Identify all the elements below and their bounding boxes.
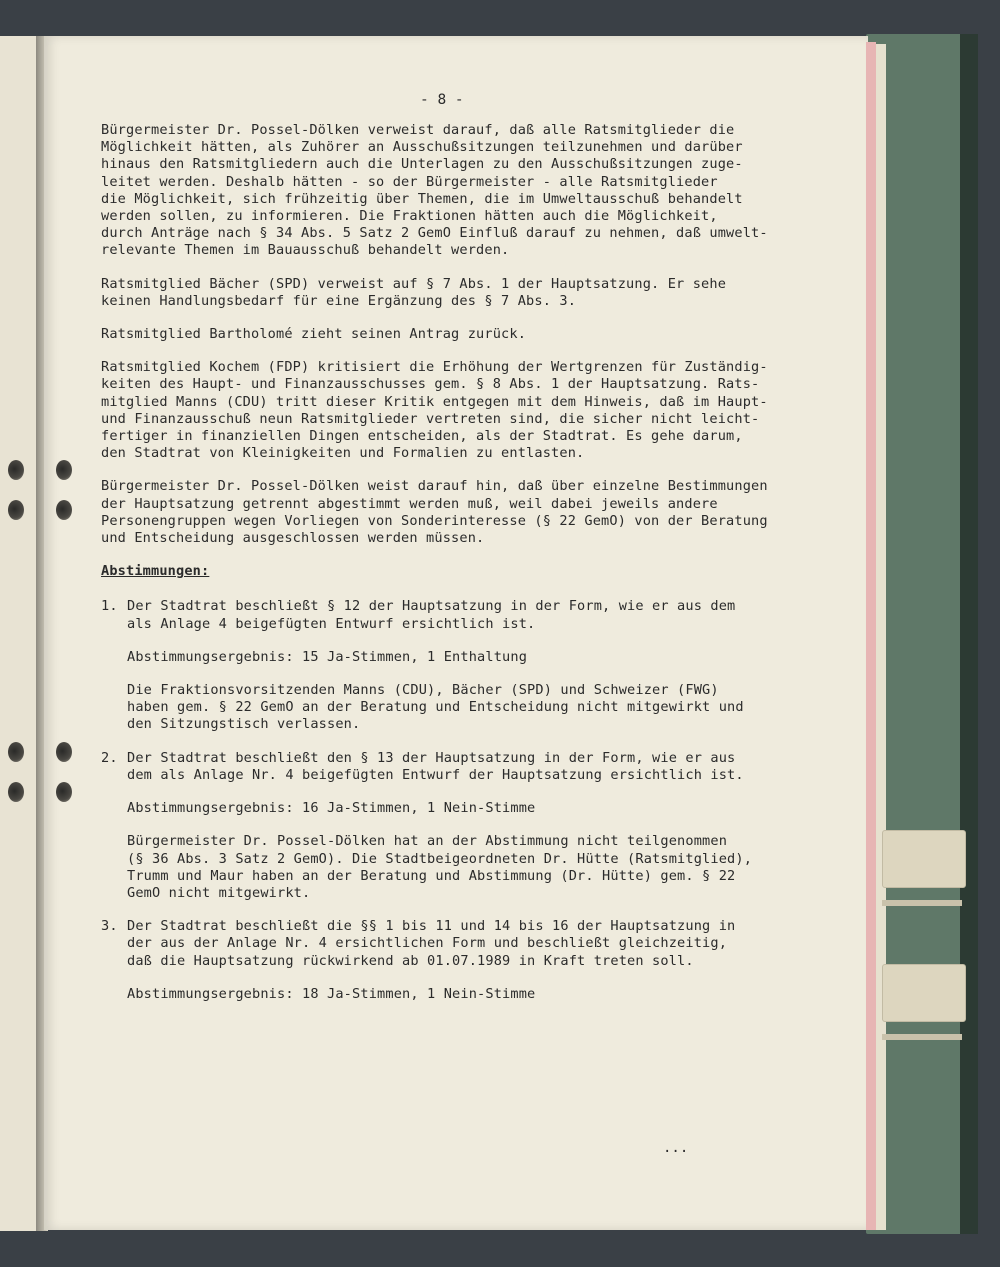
vote-item: [101, 750, 801, 918]
vote-note: Bürgermeister Dr. Possel-Dölken hat an der Abstimmung nicht teilgenommen (§ 36 Abs. 3 Satz 2 GemO). Die Stadtbeigeordneten Dr. Hütte (Ratsmitglied), Trumm und Maur haben an der Beratung und Abstimmung (Dr. Hütte) gem. § 22 GemO nicht mitgewirkt.: [127, 833, 753, 901]
vote-number: 2.: [101, 749, 118, 766]
vote-result: Abstimmungsergebnis: 15 Ja-Stimmen, 1 Enthaltung: [127, 648, 528, 665]
index-tab-lower[interactable]: [882, 964, 966, 1022]
vote-item: [101, 598, 801, 749]
vote-number: 3.: [101, 918, 118, 935]
punch-hole: [8, 500, 24, 520]
punch-hole: [8, 742, 24, 762]
vote-resolution: Der Stadtrat beschließt den § 13 der Hauptsatzung in der Form, wie er aus dem als Anlage Nr. 4 beigefügten Entwurf der Hauptsatzung ersichtlich ist.: [127, 749, 744, 783]
vote-result: Abstimmungsergebnis: 16 Ja-Stimmen, 1 Nein-Stimme: [127, 800, 536, 817]
vote-result: Abstimmungsergebnis: 18 Ja-Stimmen, 1 Nein-Stimme: [127, 985, 536, 1002]
vote-body: [127, 918, 801, 1019]
punch-hole: [8, 460, 24, 480]
page-edge-stack: [876, 44, 886, 1230]
vote-number: 1.: [101, 598, 118, 615]
paragraph: Bürgermeister Dr. Possel-Dölken verweist darauf, daß alle Ratsmitglieder die Möglichkeit hätten, als Zuhörer an Ausschußsitzungen teilzunehmen und darüber hinaus den Ratsmitgliedern auch die Unterlagen zu den Ausschußsitzungen zuge- leitet werden. Deshalb hätten - so der Bürgermeister - alle Ratsmitglieder die Möglichkeit, sich frühzeitig über Themen, die im Umweltausschuß behandelt werden sollen, zu informieren. Die Fraktionen hätten auch die Möglichkeit, durch Anträge nach § 34 Abs. 5 Satz 2 GemO Einfluß darauf zu nehmen, daß umwelt- relevante Themen im Bauausschuß behandelt werden.: [101, 122, 768, 259]
vote-body: [127, 598, 801, 749]
index-tab-divider-lower: [882, 1034, 962, 1040]
vote-body: [127, 750, 801, 918]
continuation-marker: ...: [663, 1140, 689, 1156]
punch-hole: [56, 500, 72, 520]
paragraph: Bürgermeister Dr. Possel-Dölken weist darauf hin, daß über einzelne Bestimmungen der Hauptsatzung getrennt abgestimmt werden muß, weil dabei jeweils andere Personengruppen wegen Vorliegen von Sonderinteresse (§ 22 GemO) von der Beratung und Entscheidung ausgeschlossen werden müssen.: [101, 478, 768, 547]
index-tab-divider: [882, 900, 962, 906]
page-number: - 8 -: [420, 92, 464, 108]
section-heading: Abstimmungen:: [101, 563, 210, 580]
vote-resolution: Der Stadtrat beschließt die §§ 1 bis 11 und 14 bis 16 der Hauptsatzung in der aus der Anlage Nr. 4 ersichtlichen Form und beschließt gleichzeitig, daß die Hauptsatzung rückwirkend ab 01.07.1989 in Kraft treten soll.: [127, 918, 736, 969]
punch-hole: [56, 460, 72, 480]
punch-hole: [56, 742, 72, 762]
page-edge-pink: [866, 42, 876, 1230]
punch-hole: [8, 782, 24, 802]
previous-page-sheet: [0, 36, 40, 1231]
paragraph: Ratsmitglied Kochem (FDP) kritisiert die Erhöhung der Wertgrenzen für Zuständig- keiten des Haupt- und Finanzausschusses gem. § 8 Abs. 1 der Hauptsatzung. Rats- mitglied Manns (CDU) tritt dieser Kritik entgegen mit dem Hinweis, daß im Haupt- und Finanzausschuß neun Ratsmitglieder vertreten sind, die sicher nicht leicht- fertiger in finanziellen Dingen entscheiden, als der Stadtrat. Es gehe darum, den Stadtrat von Kleinigkeiten und Formalien zu entlasten.: [101, 359, 768, 462]
index-tab-upper[interactable]: [882, 830, 966, 888]
punch-hole: [56, 782, 72, 802]
vote-item: [101, 918, 801, 1019]
paragraph: Ratsmitglied Bartholomé zieht seinen Antrag zurück.: [101, 326, 527, 343]
binder-spine-edge: [960, 34, 978, 1234]
paragraph: Ratsmitglied Bächer (SPD) verweist auf § 7 Abs. 1 der Hauptsatzung. Er sehe keinen Handlungsbedarf für eine Ergänzung des § 7 Abs. 3.: [101, 275, 727, 309]
document-body: [101, 122, 801, 1019]
vote-note: Die Fraktionsvorsitzenden Manns (CDU), Bächer (SPD) und Schweizer (FWG) haben gem. § 22 GemO an der Beratung und Entscheidung nicht mitgewirkt und den Sitzungstisch verlassen.: [127, 682, 744, 733]
vote-resolution: Der Stadtrat beschließt § 12 der Hauptsatzung in der Form, wie er aus dem als Anlage 4 beigefügten Entwurf ersichtlich ist.: [127, 598, 736, 632]
